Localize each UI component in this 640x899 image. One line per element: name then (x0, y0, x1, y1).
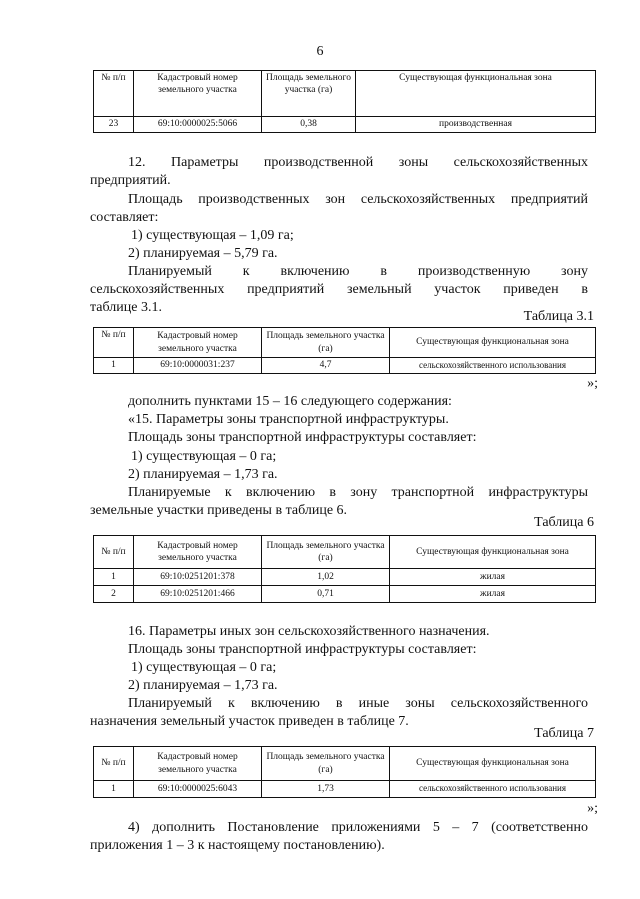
cell-area: 0,71 (262, 586, 390, 603)
section15-plan-line1: Планируемые к включению в зону транспортной инфраструктуры (128, 485, 588, 500)
table6-caption: Таблица 6 (534, 515, 594, 530)
section12-plan-line3: таблице 3.1. (90, 300, 162, 315)
header-area: Площадь земельного участка (га) (262, 328, 390, 358)
cell-cadastral: 69:10:0251201:378 (134, 569, 262, 586)
table-row (94, 358, 596, 374)
page-number: 6 (316, 44, 324, 59)
cell-cadastral: 69:10:0000025:5066 (134, 117, 262, 133)
header-cadastral: Кадастровый номер земельного участка (134, 747, 262, 781)
header-number: № п/п (94, 536, 134, 569)
cell-area: 0,38 (262, 117, 356, 133)
section15-item1: 1) существующая – 0 га; (131, 449, 277, 464)
header-zone: Существующая функциональная зона (390, 536, 596, 569)
header-number: № п/п (94, 747, 134, 781)
header-area: Площадь земельного участка (га) (262, 71, 356, 117)
final-line2: приложения 1 – 3 к настоящему постановлению). (90, 838, 385, 853)
header-cadastral: Кадастровый номер земельного участка (134, 536, 262, 569)
table-row (94, 569, 596, 586)
header-cadastral: Кадастровый номер земельного участка (134, 71, 262, 117)
table7-closing: »; (587, 801, 598, 816)
final-line1: 4) дополнить Постановление приложениями 5 – 7 (соответственно (128, 820, 588, 835)
header-area: Площадь земельного участка (га) (262, 536, 390, 569)
cell-area: 4,7 (262, 358, 390, 374)
table-7 (93, 746, 596, 798)
header-area: Площадь земельного участка (га) (262, 747, 390, 781)
section12-item1: 1) существующая – 1,09 га; (131, 228, 294, 243)
cell-cadastral: 69:10:0251201:466 (134, 586, 262, 603)
section16-plan-line1: Планируемый к включению в иные зоны сельскохозяйственного (128, 696, 588, 711)
table-row (94, 117, 596, 133)
cell-zone: жилая (390, 586, 596, 603)
section15-plan-line2: земельные участки приведены в таблице 6. (90, 503, 348, 518)
cell-number: 2 (94, 586, 134, 603)
section15-item2: 2) планируемая – 1,73 га. (128, 467, 278, 482)
header-cadastral: Кадастровый номер земельного участка (134, 328, 262, 358)
header-zone: Существующая функциональная зона (390, 328, 596, 358)
section12-area-line2: составляет: (90, 210, 159, 225)
table7-caption: Таблица 7 (534, 726, 594, 741)
table-31 (93, 327, 596, 374)
table-row (94, 586, 596, 603)
table31-caption: Таблица 3.1 (523, 309, 594, 324)
cell-cadastral: 69:10:0000031:237 (134, 358, 262, 374)
cell-area: 1,02 (262, 569, 390, 586)
table-row (94, 781, 596, 798)
table-6 (93, 535, 596, 603)
header-zone: Существующая функциональная зона (356, 71, 596, 117)
section16-plan-line2: назначения земельный участок приведен в таблице 7. (90, 714, 409, 729)
section12-title-line2: предприятий. (90, 173, 171, 188)
header-number: № п/п (94, 71, 134, 117)
cell-area: 1,73 (262, 781, 390, 798)
table-top (93, 70, 596, 133)
section12-plan-line1: Планируемый к включению в производственную зону (128, 264, 588, 279)
cell-zone: жилая (390, 569, 596, 586)
cell-cadastral: 69:10:0000025:6043 (134, 781, 262, 798)
section15-area: Площадь зоны транспортной инфраструктуры составляет: (128, 430, 477, 445)
section12-title-line1: 12. Параметры производственной зоны сельскохозяйственных (128, 155, 588, 170)
cell-number: 1 (94, 781, 134, 798)
cell-zone: производственная (356, 117, 596, 133)
cell-number: 1 (94, 569, 134, 586)
section12-area-line1: Площадь производственных зон сельскохозяйственных предприятий (128, 192, 588, 207)
amend-intro: дополнить пунктами 15 – 16 следующего содержания: (128, 394, 452, 409)
cell-number: 23 (94, 117, 134, 133)
header-number: № п/п (94, 328, 134, 358)
table31-closing: »; (587, 376, 598, 391)
cell-number: 1 (94, 358, 134, 374)
section12-plan-line2: сельскохозяйственных предприятий земельный участок приведен в (90, 282, 588, 297)
cell-zone: сельскохозяйственного использования (390, 781, 596, 798)
section16-title: 16. Параметры иных зон сельскохозяйственного назначения. (128, 624, 490, 639)
section16-item2: 2) планируемая – 1,73 га. (128, 678, 278, 693)
section12-item2: 2) планируемая – 5,79 га. (128, 246, 278, 261)
section16-area: Площадь зоны транспортной инфраструктуры составляет: (128, 642, 477, 657)
section15-title: «15. Параметры зоны транспортной инфраструктуры. (128, 412, 449, 427)
header-zone: Существующая функциональная зона (390, 747, 596, 781)
cell-zone: сельскохозяйственного использования (390, 358, 596, 374)
section16-item1: 1) существующая – 0 га; (131, 660, 277, 675)
